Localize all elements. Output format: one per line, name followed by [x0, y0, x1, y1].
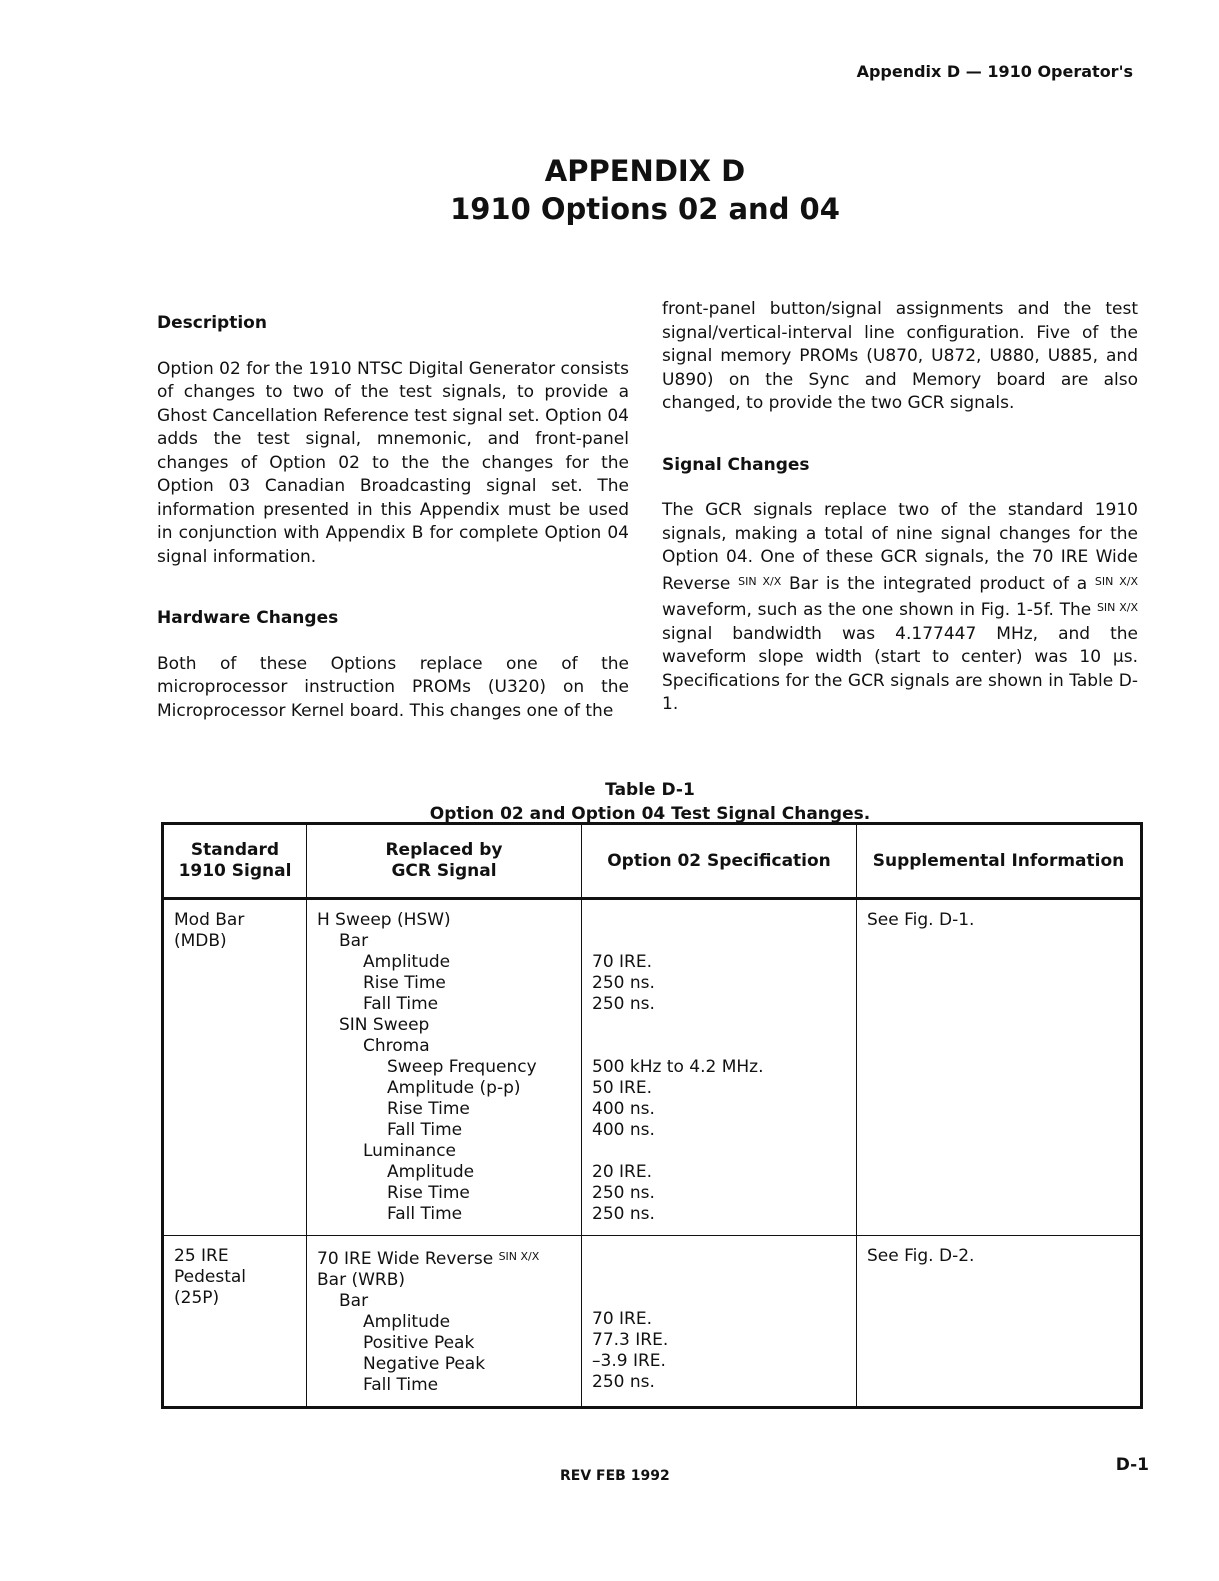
table-caption-title: Option 02 and Option 04 Test Signal Changes.: [429, 804, 871, 824]
signal-changes-heading: Signal Changes: [662, 454, 810, 475]
hardware-heading: Hardware Changes: [157, 608, 339, 628]
sinx-symbol: SIN X/X: [1094, 574, 1139, 588]
header-option-02-spec: Option 02 Specification: [582, 824, 857, 899]
signal-changes-table: [161, 822, 1143, 1409]
standard-signal-cell: Mod Bar (MDB): [163, 899, 307, 1236]
hardware-paragraph: Both of these Options replace one of the microprocessor instruction PROMs (U320) on the Microprocessor Kernel board. This changes one of the: [157, 653, 629, 721]
gcr-signal-cell: H Sweep (HSW) Bar Amplitude Rise Time Fall Time SIN Sweep Chroma Sweep Frequency Amplitude (p-p) Rise Time Fall Time Luminance Amplitude Rise Time Fall Time: [307, 899, 582, 1236]
supplemental-cell: See Fig. D-2.: [857, 1236, 1142, 1408]
header-supplemental-info: Supplemental Information: [857, 824, 1142, 899]
signal-text-1: The GCR signals replace two of the standard 1910 signals, making a total of nine signal changes for the Option 04. One of these GCR signals, the 70 IRE Wide Reverse: [662, 500, 1138, 594]
signal-text-3: waveform, such as the one shown in Fig. 1-5f. The: [662, 600, 1092, 620]
sinx-symbol: SIN X/X: [1096, 601, 1139, 614]
running-header: Appendix D — 1910 Operator's: [856, 62, 1133, 81]
revision-date: REV FEB 1992: [560, 1468, 670, 1484]
description-heading: Description: [157, 313, 267, 333]
title-line-1: APPENDIX D: [544, 154, 746, 188]
header-gcr-signal: Replaced by GCR Signal: [307, 824, 582, 899]
spec-cell: 70 IRE. 250 ns. 250 ns. 500 kHz to 4.2 MHz. 50 IRE. 400 ns. 400 ns. 20 IRE. 250 ns. 250 ns.: [582, 899, 857, 1236]
signal-text-2: Bar is the integrated product of a: [789, 573, 1088, 594]
left-column: [157, 312, 629, 723]
continued-paragraph: front-panel button/signal assignments and the test signal/vertical-interval line configuration. Five of the signal memory PROMs (U870, U872, U880, U885, and U890) on the Sync and Memory board are also changed, to provide the two GCR signals.: [662, 299, 1138, 413]
table-caption: [400, 778, 900, 826]
supplemental-cell: See Fig. D-1.: [857, 899, 1142, 1236]
page-number: D-1: [1115, 1455, 1149, 1475]
page-title: [0, 152, 1219, 228]
table-header-row: [163, 824, 1142, 899]
table-row: [163, 899, 1142, 1236]
table-caption-number: Table D-1: [605, 780, 695, 800]
spec-cell: 70 IRE. 77.3 IRE. –3.9 IRE. 250 ns.: [582, 1236, 857, 1408]
standard-signal-cell: 25 IRE Pedestal (25P): [163, 1236, 307, 1408]
header-standard-signal: Standard 1910 Signal: [163, 824, 307, 899]
description-paragraph: Option 02 for the 1910 NTSC Digital Generator consists of changes to two of the test signals, to provide a Ghost Cancellation Reference test signal set. Option 04 adds the test signal, mnemonic, and front-panel changes of Option 02 to the the changes for the Option 03 Canadian Broadcasting signal set. The information presented in this Appendix must be used in conjunction with Appendix B for complete Option 04 signal information.: [157, 358, 629, 567]
sinx-symbol: SIN X/X: [738, 574, 782, 588]
title-line-2: 1910 Options 02 and 04: [450, 192, 840, 226]
signal-changes-paragraph: [662, 499, 1138, 717]
gcr-signal-cell: 70 IRE Wide Reverse $^{SIN X/X}$ Bar (WRB) Bar Amplitude Positive Peak Negative Peak Fall Time: [307, 1236, 582, 1408]
table-row: [163, 1236, 1142, 1408]
signal-text-4: signal bandwidth was 4.177447 MHz, and the waveform slope width (start to center) was 10 µs. Specifications for the GCR signals are shown in Table D-1.: [662, 623, 1138, 714]
right-column: [662, 298, 1138, 717]
sinx-symbol: SIN X/X: [498, 1250, 540, 1263]
